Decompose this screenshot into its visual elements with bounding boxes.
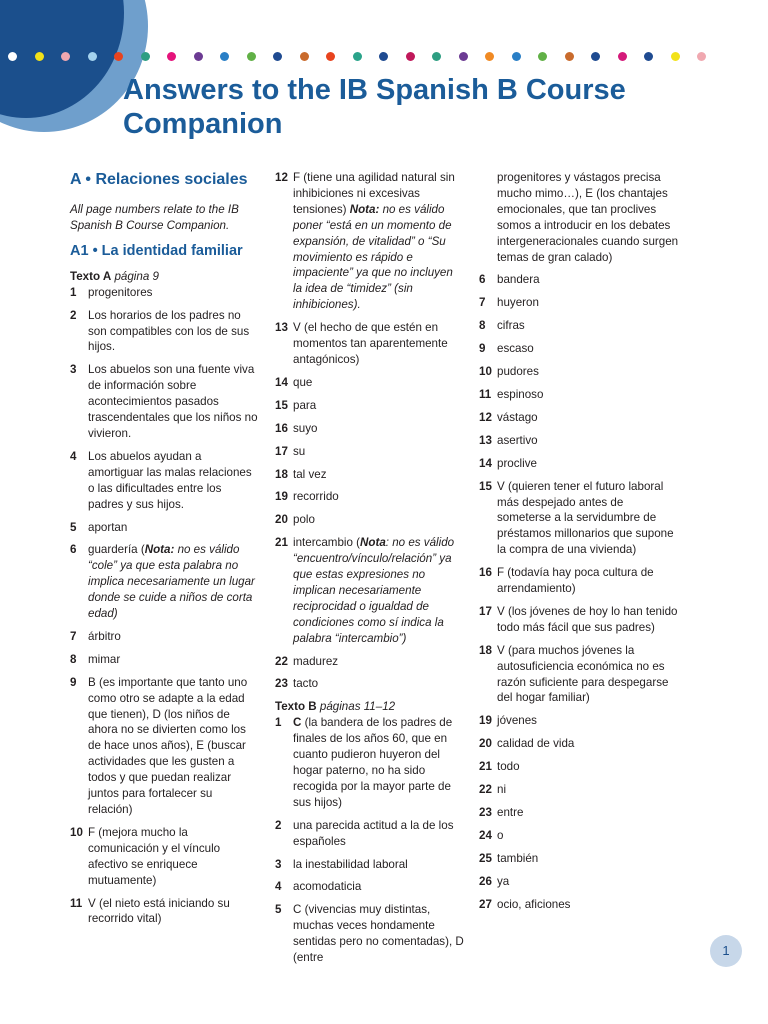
item-text: o — [497, 828, 504, 842]
item-number: 23 — [275, 677, 288, 691]
list-item — [275, 398, 465, 414]
list-item — [275, 535, 465, 646]
item-text: huyeron — [497, 296, 539, 310]
decorative-dot — [194, 52, 203, 61]
list-item — [275, 512, 465, 528]
item-number: 20 — [275, 513, 288, 527]
item-text: V (el hecho de que estén en momentos tan aparentemente antagónicos) — [293, 321, 448, 366]
decorative-dot — [326, 52, 335, 61]
item-number: 2 — [70, 308, 77, 322]
item-number: 5 — [275, 903, 282, 917]
list-item — [479, 295, 679, 311]
list-item — [70, 362, 260, 442]
item-number: 17 — [275, 444, 288, 458]
decorative-dot — [459, 52, 468, 61]
list-item — [275, 489, 465, 505]
list-item — [479, 456, 679, 472]
decorative-dot — [565, 52, 574, 61]
item-number: 9 — [70, 675, 77, 689]
item-text: escaso — [497, 342, 534, 356]
item-text: suyo — [293, 421, 318, 435]
list-item — [479, 318, 679, 334]
item-number: 13 — [275, 321, 288, 335]
list-item — [70, 449, 260, 513]
item-number: 7 — [479, 296, 486, 310]
column-1 — [70, 170, 260, 934]
list-item — [479, 643, 679, 707]
list-item — [70, 308, 260, 356]
list-item — [275, 879, 465, 895]
item-number: 21 — [479, 760, 492, 774]
list-item — [70, 675, 260, 818]
item-number: 4 — [275, 880, 282, 894]
list-item — [275, 676, 465, 692]
item-number: 7 — [70, 629, 77, 643]
item-answer-letter: C — [293, 716, 302, 730]
list-item — [275, 467, 465, 483]
item-text: F (mejora mucho la comunicación y el vínculo afectivo se enriquece mutuamente) — [88, 825, 221, 887]
item-text: mimar — [88, 652, 121, 666]
decorative-dot — [247, 52, 256, 61]
item-number: 5 — [70, 520, 77, 534]
item-number: 8 — [479, 319, 486, 333]
decorative-dot — [167, 52, 176, 61]
column-3 — [479, 170, 679, 920]
item-text: Los abuelos ayudan a amortiguar las malas relaciones o las dificultades entre los padres y sus hijos. — [88, 449, 252, 511]
item-text: V (para muchos jóvenes la autosuficiencia económica no es razón suficiente para despegarse del hogar familiar) — [497, 643, 669, 705]
decorative-dot — [353, 52, 362, 61]
item-text: tacto — [293, 677, 319, 691]
nota-text: : no es válido “encuentro/vínculo/relación” ya que estas expresiones no implican necesariamente reciprocidad o igualdad de condiciones como sí indica la palabra “intercambio”) — [293, 536, 455, 645]
list-item — [70, 652, 260, 668]
list-item — [479, 759, 679, 775]
item-text: ya — [497, 874, 510, 888]
item-text: todo — [497, 760, 520, 774]
item-text: B (es importante que tanto uno como otro se adapte a la edad que tienen), D (los niños de ahora no se divierten como los de hace unos años), E (buscar actividades que les gusten a todos y que puedan realizar juntos para fortalecer su relación) — [88, 675, 248, 816]
item-number: 15 — [275, 398, 288, 412]
item-text: bandera — [497, 273, 540, 287]
item-number: 6 — [70, 543, 77, 557]
item-number: 27 — [479, 897, 492, 911]
list-item — [70, 825, 260, 889]
list-item — [479, 782, 679, 798]
item-number: 24 — [479, 828, 492, 842]
item-number: 15 — [479, 479, 492, 493]
item-number: 20 — [479, 737, 492, 751]
decorative-dot — [141, 52, 150, 61]
nota-text: no es válido “cole” ya que esta palabra no implica necesariamente un lugar donde se cuide a niños de corta edad) — [88, 543, 255, 621]
item-text: C (vivencias muy distintas, muchas veces hondamente sentidas pero no comentadas), D (entre — [293, 903, 464, 965]
item-text: progenitores — [88, 285, 153, 299]
list-item — [275, 818, 465, 850]
nota-label: Nota — [360, 536, 386, 550]
decorative-dot — [273, 52, 282, 61]
column-2 — [275, 170, 465, 973]
item-text: proclive — [497, 456, 537, 470]
item-text: V (el nieto está iniciando su recorrido vital) — [88, 896, 230, 926]
item-text: V (los jóvenes de hoy lo han tenido todo más fácil que sus padres) — [497, 604, 678, 634]
list-item — [479, 897, 679, 913]
item-text: vástago — [497, 410, 538, 424]
item-text: F (tiene una agilidad natural sin inhibiciones ni excesivas tensiones) — [293, 171, 455, 216]
item-text: calidad de vida — [497, 737, 575, 751]
item-text: que — [293, 375, 313, 389]
decorative-dot — [591, 52, 600, 61]
item-number: 2 — [275, 818, 282, 832]
decorative-dot — [379, 52, 388, 61]
page-title: Answers to the IB Spanish B Course Companion — [123, 74, 626, 140]
decorative-dot — [114, 52, 123, 61]
item-text: cifras — [497, 319, 525, 333]
answer-list-texto-a — [70, 285, 260, 928]
texto-a-label: Texto A página 9 — [70, 269, 159, 283]
item-text: ni — [497, 783, 507, 797]
list-item — [275, 444, 465, 460]
nota-label: Nota: — [144, 543, 175, 557]
section-heading: A • Relaciones sociales — [70, 171, 248, 188]
decorative-dot — [485, 52, 494, 61]
item-number: 19 — [479, 714, 492, 728]
item-text: espinoso — [497, 387, 544, 401]
item-text: F (todavía hay poca cultura de arrendamiento) — [497, 566, 654, 596]
item-text: acomodaticia — [293, 880, 362, 894]
list-item — [70, 896, 260, 928]
list-item — [479, 410, 679, 426]
decorative-dot — [35, 52, 44, 61]
item-number: 10 — [479, 365, 492, 379]
item-number: 11 — [479, 387, 492, 401]
item-number: 26 — [479, 874, 492, 888]
item-number: 22 — [275, 654, 288, 668]
subsection-heading: A1 • La identidad familiar — [70, 242, 243, 259]
list-item — [275, 170, 465, 313]
list-item — [275, 375, 465, 391]
item-number: 13 — [479, 433, 492, 447]
list-item — [479, 736, 679, 752]
answer-list-texto-b-continued — [479, 272, 679, 912]
nota-label: Nota: — [349, 202, 380, 216]
list-item — [70, 542, 260, 622]
list-item — [479, 805, 679, 821]
item-text: (la bandera de los padres de finales de los años 60, que en cuanto pudieron huyeron del hogar paterno, no ha sido recogida por la mayor parte de sus hijos) — [293, 716, 453, 809]
item-text: Los abuelos son una fuente viva de información sobre acontecimientos pasados trascendentales que los niños no vivieron. — [88, 363, 258, 440]
item-text: entre — [497, 806, 524, 819]
item-text: asertivo — [497, 433, 538, 447]
item-number: 9 — [479, 342, 486, 356]
answer-list-texto-b — [275, 715, 465, 966]
decorative-dot — [300, 52, 309, 61]
decorative-dot — [8, 52, 17, 61]
item-text: para — [293, 398, 317, 412]
item-text: madurez — [293, 654, 339, 668]
texto-b-label: Texto B páginas 11–12 — [275, 700, 396, 714]
item-text: ocio, aficiones — [497, 897, 571, 911]
item-text: aportan — [88, 520, 128, 534]
item-number: 12 — [275, 171, 288, 184]
item-number: 6 — [479, 273, 486, 287]
decorative-dot — [644, 52, 653, 61]
decorative-dot — [697, 52, 706, 61]
decorative-dot — [432, 52, 441, 61]
list-item — [479, 272, 679, 288]
list-item — [70, 629, 260, 645]
decorative-dot — [512, 52, 521, 61]
item-number: 14 — [479, 456, 492, 470]
item-number: 19 — [275, 490, 288, 504]
item-number: 17 — [479, 604, 492, 618]
list-item — [479, 851, 679, 867]
list-item — [479, 479, 679, 559]
list-item — [479, 828, 679, 844]
decorative-dot — [618, 52, 627, 61]
decorative-dot — [61, 52, 70, 61]
item-text: tal vez — [293, 467, 327, 481]
item-text: también — [497, 851, 539, 865]
item-text: Los horarios de los padres no son compatibles con los de sus hijos. — [88, 308, 250, 354]
item-number: 10 — [70, 825, 83, 839]
item-number: 11 — [70, 896, 83, 910]
item-text: la inestabilidad laboral — [293, 857, 408, 871]
item-number: 25 — [479, 851, 492, 865]
item-text: jóvenes — [497, 714, 537, 728]
item-number: 12 — [479, 410, 492, 424]
list-item — [275, 715, 465, 810]
list-item — [479, 565, 679, 597]
list-item — [479, 604, 679, 636]
list-item — [479, 341, 679, 357]
item-text: su — [293, 444, 306, 458]
nota-text: no es válido poner “está en un momento de expansión, de vitalidad” o “Su movimiento es rápido e impaciente” ya que no incluyen la idea de “timidez” (sin inhibiciones). — [293, 202, 453, 312]
item-number: 3 — [275, 857, 282, 871]
list-item — [479, 433, 679, 449]
item-number: 1 — [275, 716, 282, 730]
decorative-dot-row — [0, 51, 768, 63]
decorative-dot — [220, 52, 229, 61]
decorative-dot — [88, 52, 97, 61]
item-number: 16 — [479, 566, 492, 580]
list-item — [275, 902, 465, 966]
item-number: 21 — [275, 536, 288, 550]
answer-list-texto-a-continued — [275, 170, 465, 692]
item-number: 8 — [70, 652, 77, 666]
item-number: 4 — [70, 449, 77, 463]
item-number: 22 — [479, 783, 492, 797]
item-text: árbitro — [88, 629, 121, 643]
list-item — [479, 713, 679, 729]
item-number: 18 — [479, 643, 492, 657]
item-number: 3 — [70, 363, 77, 377]
item-text: una parecida actitud a la de los españoles — [293, 818, 454, 848]
list-item — [479, 874, 679, 890]
list-item — [70, 285, 260, 301]
list-item — [275, 320, 465, 368]
item-number: 23 — [479, 806, 492, 819]
list-item — [70, 520, 260, 536]
item-text: pudores — [497, 365, 539, 379]
decorative-dot — [538, 52, 547, 61]
list-item — [479, 364, 679, 380]
item-text: guardería ( — [88, 543, 145, 557]
item-number: 1 — [70, 285, 77, 299]
item-text: intercambio ( — [293, 536, 361, 550]
list-item — [275, 421, 465, 437]
page-number-badge: 1 — [710, 935, 742, 967]
list-item-continued: progenitores y vástagos precisa mucho mimo…), E (los chantajes emocionales, que tan proclives somos a introducir en los debates intergeneracionales cuando surgen temas de gran calado) — [497, 171, 679, 264]
list-item — [275, 654, 465, 670]
decorative-dot — [406, 52, 415, 61]
item-text: V (quieren tener el futuro laboral más despejado antes de someterse a la servidumbre de préstamos millonarios que supone la compra de una vivienda) — [497, 479, 674, 557]
item-text: polo — [293, 513, 315, 527]
item-number: 18 — [275, 467, 288, 481]
list-item — [275, 857, 465, 873]
item-text: recorrido — [293, 490, 339, 504]
decorative-dot — [671, 52, 680, 61]
page-number-note: All page numbers relate to the IB Spanish B Course Companion. — [70, 203, 239, 232]
list-item — [479, 387, 679, 403]
item-number: 16 — [275, 421, 288, 435]
item-number: 14 — [275, 375, 288, 389]
